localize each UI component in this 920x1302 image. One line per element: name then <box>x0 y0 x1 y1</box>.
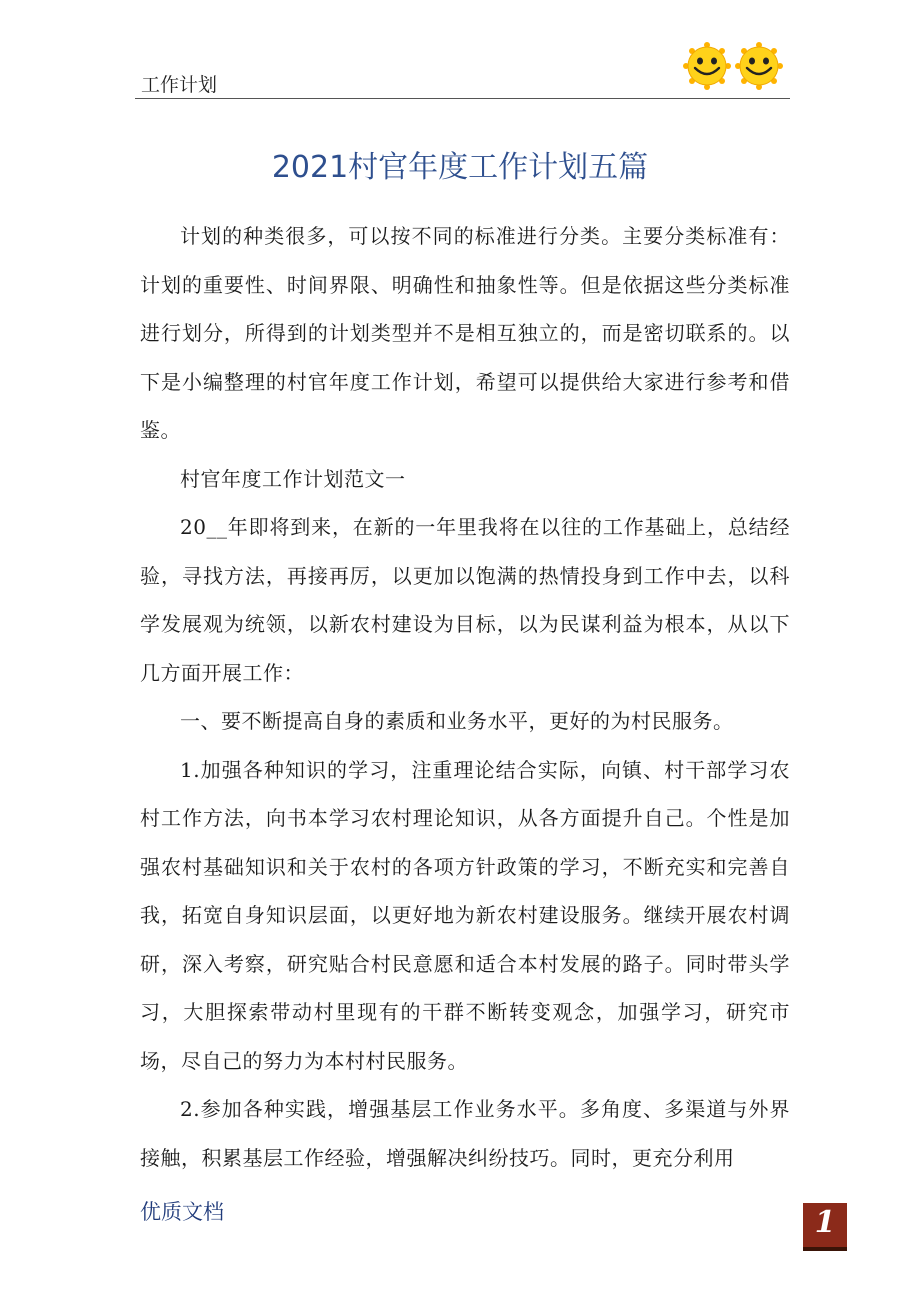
document-title: 2021村官年度工作计划五篇 <box>271 150 649 185</box>
paragraph-intro: 计划的种类很多，可以按不同的标准进行分类。主要分类标准有：计划的重要性、时间界限、明确性和抽象性等。但是依据这些分类标准进行划分，所得到的计划类型并不是相互独立的，而是密切联系的。以下是小编整理的村官年度工作计划，希望可以提供给大家进行参考和借鉴。 <box>140 224 790 442</box>
section-heading: 村官年度工作计划范文一 <box>180 466 406 491</box>
page-header <box>135 40 790 99</box>
paragraph: 1.加强各种知识的学习，注重理论结合实际，向镇、村干部学习农村工作方法，向书本学习农村理论知识，从各方面提升自己。个性是加强农村基础知识和关于农村的各项方针政策的学习，不断充实和完善自我，拓宽自身知识层面，以更好地为新农村建设服务。继续开展农村调研，深入考察，研究贴合村民意愿和适合本村发展的路子。同时带头学习，大胆探索带动村里现有的干群不断转变观念，加强学习，研究市场，尽自己的努力为本村村民服务。 <box>140 757 790 1073</box>
smiley-face-icon <box>683 42 731 90</box>
footer-label: 优质文档 <box>140 1200 224 1224</box>
paragraph: 一、要不断提高自身的素质和业务水平，更好的为村民服务。 <box>180 709 734 733</box>
page-number-badge <box>803 1203 847 1251</box>
paragraph: 2.参加各种实践，增强基层工作业务水平。多角度、多渠道与外界接触，积累基层工作经验，增强解决纠纷技巧。同时，更充分利用 <box>140 1097 790 1170</box>
paragraph: 20__年即将到来，在新的一年里我将在以往的工作基础上，总结经验，寻找方法，再接再厉，以更加以饱满的热情投身到工作中去，以科学发展观为统领，以新农村建设为目标，以为民谋利益为根本，从以下几方面开展工作： <box>140 515 790 685</box>
header-title: 工作计划 <box>141 74 218 96</box>
smiley-face-icon <box>735 42 783 90</box>
page-number: 1 <box>814 1205 836 1240</box>
document-body <box>140 212 790 1182</box>
